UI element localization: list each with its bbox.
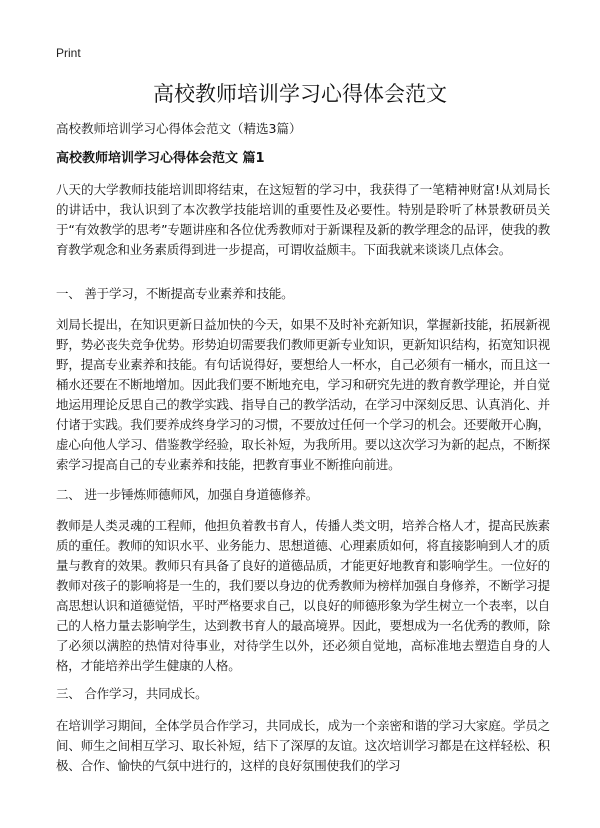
intro-paragraph: 八天的大学教师技能培训即将结束，在这短暂的学习中，我获得了一笔精神财富!从刘局长的讲话中，我认识到了本次教学技能培训的重要性及必要性。特别是聆听了林景教研员关于“有效教学的思考”专题讲座和各位优秀教师对于新课程及新的教学理念的品评，使我的教育教学观念和业务素质得到进一步提高，可谓收益颇丰。下面我就来谈谈几点体会。 [56, 182, 550, 257]
point-3-paragraph: 在培训学习期间，全体学员合作学习，共同成长，成为一个亲密和谐的学习大家庭。学员之间、师生之间相互学习、取长补短，结下了深厚的友谊。这次培训学习都是在这样轻松、积极、合作、愉快的气氛中进行的，这样的良好氛围使我们的学习 [56, 718, 550, 773]
document-subtitle: 高校教师培训学习心得体会范文（精选3篇） [56, 121, 302, 136]
point-2-heading: 二、 进一步锤炼师德师风，加强自身道德修养。 [56, 487, 319, 502]
section-heading: 高校教师培训学习心得体会范文 篇1 [56, 151, 265, 166]
point-1-heading: 一、 善于学习，不断提高专业素养和技能。 [56, 286, 294, 301]
point-2-paragraph: 教师是人类灵魂的工程师，他担负着教书育人，传播人类文明，培养合格人才，提高民族素质的重任。教师的知识水平、业务能力、思想道德、心理素质如何，将直接影响到人才的质量与教育的效果。教师只有具备了良好的道德品质，才能更好地教育和影响学生。一位好的教师对孩子的影响将是一生的，我们要以身边的优秀教师为榜样加强自身修养，不断学习提高思想认识和道德觉悟，平时严格要求自己，以良好的师德形象为学生树立一个表率，以自己的人格力量去影响学生，达到教书育人的最高境界。因此，要想成为一名优秀的教师，除了必须以满腔的热情对待事业，对待学生以外，还必须自觉地，高标准地去塑造自身的人格，才能培养出学生健康的人格。 [56, 518, 550, 673]
point-3-heading: 三、 合作学习，共同成长。 [56, 686, 208, 701]
print-label: Print [56, 46, 81, 60]
point-1-paragraph: 刘局长提出，在知识更新日益加快的今天，如果不及时补充新知识，掌握新技能，拓展新视野，势必丧失竞争优势。形势迫切需要我们教师更新专业知识，更新知识结构，拓宽知识视野，提高专业素养和技能。有句话说得好，要想给人一杯水，自己必须有一桶水，而且这一桶水还要在不断地增加。因此我们要不断地充电，学习和研究先进的教育教学理论，并自觉地运用理论反思自己的教学实践、指导自己的教学活动，在学习中深刻反思、认真消化、并付诸于实践。我们要养成终身学习的习惯，不要放过任何一个学习的机会。还要敞开心胸，虚心向他人学习、借鉴教学经验，取长补短，为我所用。要以这次学习为新的起点，不断探索学习提高自己的专业素养和技能，把教育事业不断推向前进。 [56, 317, 550, 472]
document-title: 高校教师培训学习心得体会范文 [153, 82, 447, 106]
